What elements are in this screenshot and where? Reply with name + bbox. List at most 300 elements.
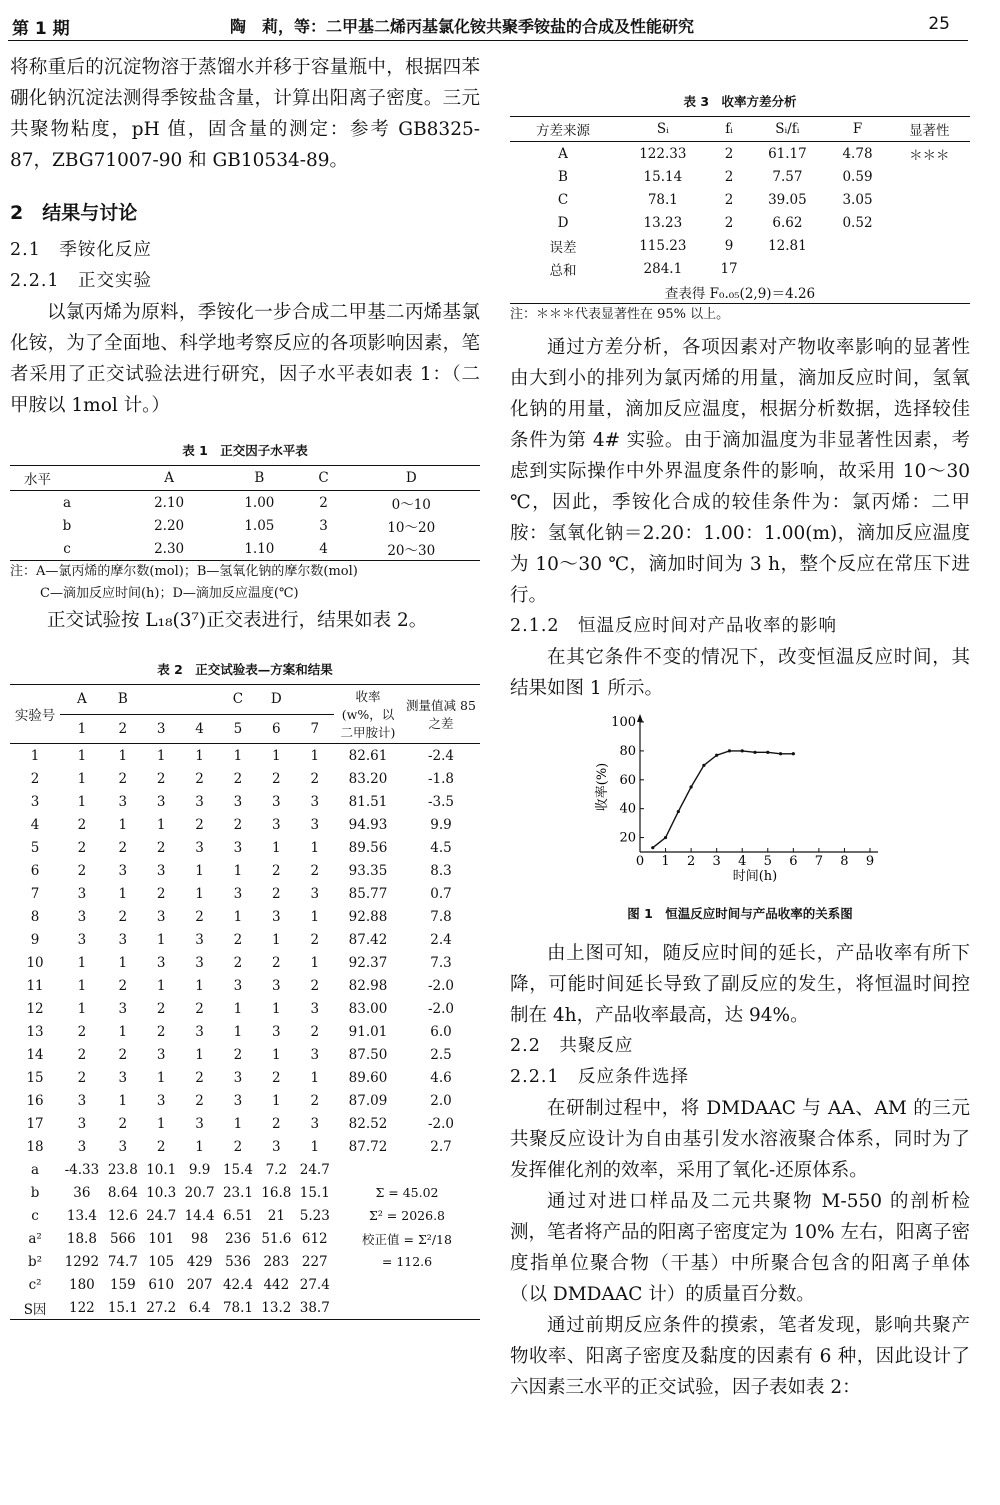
table-row — [10, 997, 480, 1020]
lookup-value: 查表得 F₀.₀₅(2,9)＝4.26 — [510, 280, 970, 304]
table-cell: 2.0 — [430, 1092, 452, 1109]
table-row — [10, 951, 480, 974]
table-cell: 4.5 — [430, 839, 452, 856]
table-row — [10, 928, 480, 951]
data-point — [677, 810, 680, 813]
table-cell: 7.3 — [430, 954, 452, 971]
table-cell: 207 — [186, 1276, 213, 1293]
table-cell: 2 — [77, 1046, 87, 1063]
data-point — [664, 836, 667, 839]
table-cell: -2.0 — [427, 1000, 455, 1017]
table-cell: 3 — [77, 1138, 87, 1155]
table-cell: 2 — [30, 770, 40, 787]
table-cell: 1 — [195, 885, 204, 902]
table-cell: 3 — [118, 793, 128, 810]
table-header: 1 — [60, 714, 104, 744]
table-cell: 87.09 — [348, 1092, 388, 1109]
table-cell: 1 — [77, 977, 87, 994]
table-cell: 98 — [191, 1230, 209, 1247]
table-cell: 2 — [195, 816, 204, 833]
page-number: 25 — [928, 14, 950, 34]
table-cell: 2 — [118, 977, 128, 994]
table-cell: 4 — [30, 816, 40, 833]
table-cell: a — [62, 494, 72, 511]
table-cell: 2 — [77, 816, 87, 833]
table-cell: 2 — [156, 839, 166, 856]
table-cell: 2 — [233, 954, 243, 971]
table-cell: 3 — [233, 839, 243, 856]
table-row — [10, 514, 480, 537]
paragraph: 在其它条件不变的情况下，改变恒温反应时间，其结果如图 1 所示。 — [510, 647, 970, 699]
table-cell: c² — [28, 1276, 42, 1293]
table-cell: 536 — [225, 1253, 251, 1270]
table-cell: 18.8 — [66, 1230, 97, 1247]
table-row — [510, 234, 970, 257]
subsection-heading: 2.1 季铵化反应 — [10, 240, 152, 260]
y-tick-label: 40 — [619, 801, 636, 817]
table-cell — [826, 257, 888, 280]
table-cell: 1 — [118, 1023, 128, 1040]
table-cell: 85.77 — [348, 885, 388, 902]
table-cell: 4 — [305, 537, 343, 561]
table-row — [510, 142, 970, 166]
table-cell: 2 — [195, 908, 204, 925]
sum-label: Σ = 45.02 — [375, 1185, 439, 1200]
table-caption: 表 3 收率方差分析 — [683, 94, 797, 109]
table-cell — [334, 1296, 480, 1320]
table-cell: 7.8 — [430, 908, 452, 925]
table-cell: 1 — [156, 747, 166, 764]
table-cell: 15.4 — [222, 1161, 253, 1178]
table-cell: 3 — [233, 1092, 243, 1109]
table-cell: 1 — [30, 747, 40, 764]
table-cell: 3 — [272, 816, 281, 833]
table-cell: 93.35 — [348, 862, 388, 879]
table-cell: 2 — [118, 908, 128, 925]
table-cell: 3 — [118, 1138, 128, 1155]
table-cell: 1 — [195, 1046, 204, 1063]
table-cell: 15.14 — [643, 168, 683, 185]
table-cell: 1 — [156, 1115, 166, 1132]
left-column — [10, 52, 480, 1320]
table-cell: 78.1 — [219, 1296, 257, 1320]
data-point — [741, 749, 744, 752]
table-cell: 2 — [724, 191, 734, 208]
table-cell: 227 — [301, 1253, 328, 1270]
table-cell: 92.37 — [348, 954, 388, 971]
table-row — [10, 744, 480, 768]
table-cell: 3 — [195, 954, 204, 971]
x-tick-label: 6 — [789, 854, 798, 869]
table-cell: 3 — [233, 977, 243, 994]
table-row — [10, 491, 480, 515]
table-cell: S因 — [10, 1296, 60, 1320]
table-row — [10, 1296, 480, 1320]
x-tick-label: 1 — [661, 854, 670, 869]
table-cell: D — [557, 214, 569, 231]
table-cell: 2 — [195, 1092, 204, 1109]
table-header: A — [124, 466, 214, 491]
table-cell: 2 — [233, 1046, 243, 1063]
table-header: 5 — [219, 714, 257, 744]
paragraph: 由上图可知，随反应时间的延长，产品收率有所下降，可能时间延长导致了副反应的发生，将恒温时间控制在 4h，产品收率最高，达 94%。 — [510, 943, 970, 1026]
table-cell: 1 — [272, 839, 281, 856]
table-cell: 1 — [77, 793, 87, 810]
table-cell: 2 — [118, 1046, 128, 1063]
table-row — [10, 1181, 480, 1204]
x-tick-label: 9 — [865, 854, 875, 869]
table-cell: 6.62 — [772, 214, 803, 231]
table-row — [10, 1135, 480, 1158]
table-cell — [826, 234, 888, 257]
data-point — [651, 846, 654, 849]
table-cell: b — [30, 1184, 40, 1201]
table-cell: 1 — [233, 1115, 243, 1132]
table-cell: 82.61 — [348, 747, 388, 764]
table-cell: 15 — [26, 1069, 44, 1086]
table-cell: a — [31, 1161, 40, 1178]
paragraph: 在研制过程中，将 DMDAAC 与 AA、AM 的三元共聚反应设计为自由基引发水溶液聚合体系，同时为了发挥催化剂的效率，采用了氧化-还原体系。 — [510, 1098, 970, 1181]
sum-label: 校正值 = Σ²/18 — [362, 1231, 452, 1247]
table-cell: 9.9 — [188, 1161, 211, 1178]
table-cell: 1 — [272, 747, 281, 764]
data-point — [779, 752, 782, 755]
table-cell: 3 — [233, 885, 243, 902]
table-cell: 1 — [233, 1000, 243, 1017]
subsection-heading: 2.2.1 正交实验 — [10, 271, 153, 291]
table-row — [10, 1204, 480, 1227]
table-cell: 11 — [26, 977, 44, 994]
table-cell: 2 — [233, 770, 243, 787]
paragraph: 通过方差分析，各项因素对产物收率影响的显著性由大到小的排列为氯丙烯的用量，滴加反应时间，氢氧化钠的用量，滴加反应温度，根据分析数据，选择较佳条件为第 4# 实验。由于滴加温度为非显著性因素，考虑到实际操作中外界温度条件的影响，故采用 10～30 ℃，因此，季铵化合成的较佳条件为：氯丙烯：二甲胺：氢氧化钠＝2.20：1.00：1.00(m)，滴加反应温度为 10～30 ℃，滴加时间为 3 h，整个反应在常压下进行。 — [510, 337, 970, 606]
table-cell: -1.8 — [427, 770, 455, 787]
table-cell: 3 — [77, 908, 87, 925]
table-row — [510, 211, 970, 234]
table-cell: b² — [28, 1253, 43, 1270]
table-cell: 3 — [310, 1046, 320, 1063]
table-cell: 8 — [30, 908, 40, 925]
table-header: 7 — [296, 714, 334, 744]
table-cell: 284.1 — [643, 260, 683, 277]
paragraph: 通过前期反应条件的摸索，笔者发现，影响共聚产物收率、阳离子密度及黏度的因素有 6 种，因此设计了六因素三水平的正交试验，因子表如表 2： — [510, 1315, 970, 1398]
table-cell: 3 — [195, 931, 204, 948]
table-cell: 16 — [26, 1092, 44, 1109]
table-cell: 159 — [109, 1276, 136, 1293]
table-row — [10, 905, 480, 928]
table-cell: 3 — [272, 977, 281, 994]
subsection-heading: 2.1.2 恒温反应时间对产品收率的影响 — [510, 616, 838, 636]
series-line — [653, 751, 794, 848]
table-cell: 2 — [195, 770, 204, 787]
data-point — [715, 754, 718, 757]
table-cell: 3 — [272, 1138, 281, 1155]
table-cell: 10.3 — [146, 1184, 177, 1201]
table-header: C — [305, 466, 343, 491]
table-cell: 2.30 — [124, 537, 214, 561]
table-cell: 15.1 — [299, 1184, 330, 1201]
table-row — [10, 1043, 480, 1066]
table-cell: 3 — [118, 1069, 128, 1086]
table-cell: 1.10 — [214, 537, 304, 561]
sum-label: Σ² = 2026.8 — [368, 1208, 445, 1223]
section-heading: 2 结果与讨论 — [10, 202, 138, 224]
table-cell: 1 — [310, 908, 320, 925]
table-cell: 92.88 — [348, 908, 388, 925]
table-cell: 27.4 — [299, 1276, 330, 1293]
table-cell: 3 — [319, 517, 328, 534]
table-cell: 2 — [272, 770, 281, 787]
table-2 — [10, 684, 480, 1320]
table-cell: a² — [28, 1230, 42, 1247]
table-cell: 14 — [26, 1046, 44, 1063]
table-header: Sᵢ — [616, 117, 710, 142]
table-cell: 10.1 — [146, 1161, 177, 1178]
y-tick-label: 20 — [619, 830, 636, 846]
table-cell: 2 — [156, 770, 166, 787]
table-cell: 1 — [195, 747, 204, 764]
table-cell: 3 — [310, 816, 320, 833]
table-header: B — [214, 466, 304, 491]
table-row — [10, 1158, 480, 1181]
y-tick-label: 80 — [619, 743, 636, 759]
table-cell: 1 — [233, 862, 243, 879]
table-cell: 1 — [272, 931, 281, 948]
figure-1 — [510, 704, 970, 904]
table-cell: 89.56 — [348, 839, 388, 856]
table-cell: 17 — [26, 1115, 44, 1132]
x-tick-label: 8 — [840, 854, 849, 869]
table-cell: 6 — [30, 862, 40, 879]
table-cell: 2 — [77, 862, 87, 879]
table-cell: 1 — [272, 1092, 281, 1109]
x-tick-label: 7 — [814, 854, 824, 869]
table-cell: 283 — [263, 1253, 290, 1270]
table-cell: 0.59 — [842, 168, 873, 185]
table-cell: 82.98 — [348, 977, 388, 994]
table-cell: A — [558, 145, 568, 162]
table-cell: 81.51 — [348, 793, 388, 810]
paragraph: 通过对进口样品及二元共聚物 M-550 的剖析检测，笔者将产品的阳离子密度定为 10% 左右，阳离子密度指单位聚合物（干基）中所聚合包含的阳离子单体（以 DMDAAC 计）的质量百分数。 — [510, 1191, 970, 1305]
table-cell: 13 — [26, 1023, 44, 1040]
y-axis-label: 收率(%) — [595, 762, 610, 812]
table-cell: 1 — [195, 862, 204, 879]
table-cell: 1 — [310, 839, 320, 856]
table-cell: 429 — [186, 1253, 213, 1270]
table-row — [510, 280, 970, 304]
table-row — [510, 257, 970, 280]
table-cell: 78.1 — [647, 191, 678, 208]
table-cell: 1 — [272, 1046, 281, 1063]
table-cell: c — [31, 1207, 39, 1224]
table-cell: C — [557, 191, 569, 208]
table-cell — [889, 234, 970, 257]
table-cell: 15.1 — [104, 1296, 142, 1320]
table-cell: 1 — [77, 747, 87, 764]
x-tick-label: 2 — [686, 854, 696, 869]
table-header: 方差来源 — [510, 117, 616, 142]
table-cell: 1 — [195, 1138, 204, 1155]
table-cell: 2 — [272, 1115, 281, 1132]
table-cell: 2.10 — [154, 494, 185, 511]
paragraph: 正交试验按 L₁₈(3⁷)正交表进行，结果如表 2。 — [47, 610, 428, 631]
table-cell: 4.78 — [842, 145, 873, 162]
table-cell: 3 — [30, 793, 40, 810]
table-cell: 1 — [118, 816, 128, 833]
table-cell: 1 — [77, 1000, 87, 1017]
table-cell: 1 — [310, 747, 320, 764]
table-cell: 1 — [156, 1069, 166, 1086]
table-cell: 42.4 — [222, 1276, 253, 1293]
table-1 — [10, 465, 480, 561]
table-cell: 2 — [118, 1115, 128, 1132]
table-cell: 3 — [156, 793, 166, 810]
table-header: 6 — [257, 714, 295, 744]
table-cell: 2 — [118, 770, 128, 787]
figure-caption: 图 1 恒温反应时间与产品收率的关系图 — [627, 906, 853, 921]
table-header: F — [826, 117, 888, 142]
table-cell: 9 — [30, 931, 40, 948]
table-cell: 2 — [310, 862, 320, 879]
table-cell: 2 — [319, 494, 328, 511]
data-point — [792, 752, 795, 755]
table-caption: 表 1 正交因子水平表 — [182, 443, 308, 458]
table-cell: 24.7 — [299, 1161, 330, 1178]
table-cell: 74.7 — [107, 1253, 138, 1270]
table-row — [10, 1020, 480, 1043]
table-cell: 3 — [77, 1092, 87, 1109]
table-cell: 24.7 — [146, 1207, 177, 1224]
table-header: 4 — [180, 714, 218, 744]
table-cell: 2 — [156, 885, 166, 902]
table-cell: 2 — [310, 770, 320, 787]
table-cell: 2 — [195, 1000, 204, 1017]
table-cell: 3 — [272, 908, 281, 925]
table-cell: 1 — [233, 747, 243, 764]
table-cell: -2.4 — [427, 747, 455, 764]
table-header — [296, 685, 334, 715]
table-cell: 1 — [156, 816, 166, 833]
table-cell: 1 — [310, 1138, 320, 1155]
table-cell: 1 — [156, 931, 166, 948]
table-cell: 442 — [263, 1276, 290, 1293]
table-header: 收率 (w%，以二甲胺计) — [334, 685, 402, 744]
table-cell: 1292 — [64, 1253, 100, 1270]
table-cell: 5 — [30, 839, 40, 856]
table-cell: 5.23 — [299, 1207, 330, 1224]
x-tick-label: 3 — [712, 854, 721, 869]
table-row — [10, 790, 480, 813]
table-cell: 3 — [156, 908, 166, 925]
table-row — [10, 1066, 480, 1089]
table-row — [10, 1112, 480, 1135]
table-cell: 94.93 — [348, 816, 388, 833]
table-cell: 3 — [77, 885, 87, 902]
table-cell: -2.0 — [427, 1115, 455, 1132]
table-cell: 6.4 — [180, 1296, 218, 1320]
table-cell — [889, 257, 970, 280]
table-header: fᵢ — [710, 117, 749, 142]
table-cell: 9 — [724, 237, 734, 254]
table-cell: 3 — [77, 931, 87, 948]
table-cell: 2 — [310, 931, 320, 948]
table-row — [10, 859, 480, 882]
table-cell: 36 — [73, 1184, 91, 1201]
table-header — [142, 685, 180, 715]
table-cell: 2 — [233, 1138, 243, 1155]
table-cell: 7.2 — [265, 1161, 288, 1178]
x-tick-label: 0 — [635, 854, 645, 869]
table-cell: 3 — [310, 1115, 320, 1132]
table-header: D — [343, 466, 480, 491]
table-cell: 23.8 — [107, 1161, 138, 1178]
table-cell: 7 — [30, 885, 40, 902]
data-point — [702, 764, 705, 767]
x-tick-label: 5 — [763, 854, 772, 869]
table-cell: 2 — [195, 1069, 204, 1086]
header-rule — [8, 40, 968, 41]
table-caption: 表 2 正交试验表—方案和结果 — [157, 662, 333, 677]
table-cell: 3 — [310, 1000, 320, 1017]
table-cell: 3 — [233, 1069, 243, 1086]
table-cell: 1 — [118, 747, 128, 764]
table-header: 2 — [104, 714, 142, 744]
table-header: 显著性 — [889, 117, 970, 142]
table-cell — [334, 1273, 480, 1296]
table-cell: 612 — [301, 1230, 328, 1247]
table-cell: 2.20 — [154, 517, 185, 534]
paragraph: 以氯丙烯为原料，季铵化一步合成二甲基二丙烯基氯化铵，为了全面地、科学地考察反应的各项影响因素，笔者采用了正交试验法进行研究，因子水平表如表 1：（二甲胺以 1mol 计。） — [10, 302, 480, 416]
data-point — [766, 751, 769, 754]
table-cell: 1 — [195, 977, 204, 994]
table-row — [10, 1089, 480, 1112]
table-cell: 1 — [233, 908, 243, 925]
table-cell — [748, 257, 826, 280]
table-cell: 2 — [77, 1023, 87, 1040]
table-cell: 61.17 — [768, 145, 807, 162]
table-cell — [889, 165, 970, 188]
table-cell: 20～30 — [343, 537, 480, 561]
table-cell: 13.2 — [257, 1296, 295, 1320]
table-cell: 3 — [118, 931, 128, 948]
table-cell: 10 — [26, 954, 44, 971]
table-cell: 1 — [233, 1023, 243, 1040]
table-cell: 2 — [272, 954, 281, 971]
table-cell: 8.64 — [107, 1184, 138, 1201]
table-cell: 101 — [148, 1230, 175, 1247]
table-cell: 3 — [195, 793, 204, 810]
table-header: D — [257, 685, 295, 715]
table-cell: 12.6 — [107, 1207, 138, 1224]
table-cell: 3 — [156, 862, 166, 879]
table-3 — [510, 116, 970, 304]
running-header — [0, 8, 1000, 48]
table-cell: -2.0 — [427, 977, 455, 994]
x-axis-label: 时间(h) — [732, 869, 778, 884]
table-cell: 17 — [720, 260, 738, 277]
table-cell: 0.52 — [842, 214, 873, 231]
table-header: 水平 — [10, 466, 124, 491]
table-cell: 236 — [225, 1230, 251, 1247]
table-row — [510, 188, 970, 211]
table-cell: 2 — [724, 145, 734, 162]
table-cell: 3 — [156, 1092, 166, 1109]
table-cell: 3 — [77, 1115, 87, 1132]
subsection-heading: 2.2.1 反应条件选择 — [510, 1067, 690, 1087]
y-tick-label: 100 — [611, 715, 636, 730]
table-cell: 87.42 — [348, 931, 388, 948]
table-cell: 2 — [272, 885, 281, 902]
table-row — [10, 813, 480, 836]
